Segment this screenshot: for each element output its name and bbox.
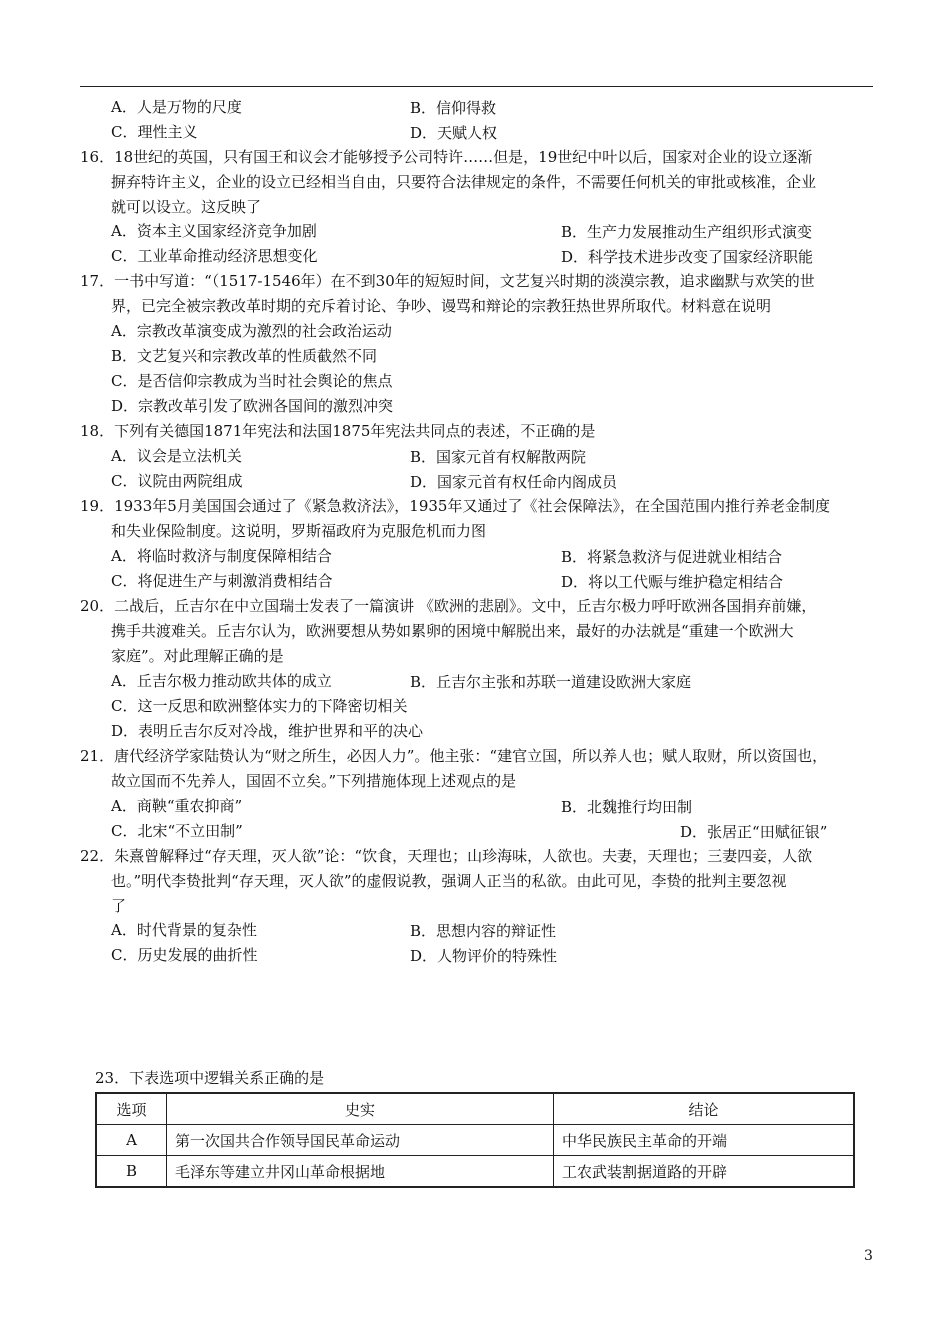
q18-option-b: B．国家元首有权解散两院: [410, 448, 587, 466]
q19-option-c: C．将促进生产与刺激消费相结合: [111, 572, 333, 590]
table-cell-option: B: [96, 1156, 167, 1188]
table-header-fact: 史实: [167, 1093, 554, 1125]
q15-option-a: A．人是万物的尺度: [111, 98, 242, 116]
q15-option-d: D．天赋人权: [410, 124, 498, 142]
table-header-option: 选项: [96, 1093, 167, 1125]
q20-stem-line-1: 20．二战后，丘吉尔在中立国瑞士发表了一篇演讲 《欧洲的悲剧》。文中，丘吉尔极力呼吁欧洲各国捐弃前嫌，: [80, 597, 817, 615]
q21-stem-line-1: 21．唐代经济学家陆贽认为“财之所生，必因人力”。他主张：“建官立国，所以养人也；赋人取财，所以资国也，: [80, 747, 828, 765]
q16-stem-line-2: 摒弃特许主义，企业的设立已经相当自由，只要符合法律规定的条件，不需要任何机关的审批或核准，企业: [111, 173, 817, 191]
table-header-row: [96, 1093, 854, 1125]
table-header-conclusion: 结论: [554, 1093, 855, 1125]
q21-stem-line-2: 故立国而不先养人，国固不立矣。”下列措施体现上述观点的是: [111, 772, 517, 790]
q21-option-b: B．北魏推行均田制: [561, 798, 693, 816]
q19-stem-line-1: 19．1933年5月美国国会通过了《紧急救济法》，1935年又通过了《社会保障法》，在全国范围内推行养老金制度: [80, 497, 830, 515]
q23-table: [95, 1092, 855, 1188]
q19-stem-line-2: 和失业保险制度。这说明，罗斯福政府为克服危机而力图: [111, 522, 487, 540]
table-cell-option: A: [96, 1125, 167, 1156]
q22-option-c: C．历史发展的曲折性: [111, 946, 258, 964]
table-cell-fact: 毛泽东等建立井冈山革命根据地: [167, 1156, 554, 1188]
q16-stem-line-1: 16．18世纪的英国，只有国王和议会才能够授予公司特许……但是，19世纪中叶以后，国家对企业的设立逐渐: [80, 148, 813, 166]
q19-option-a: A．将临时救济与制度保障相结合: [111, 547, 332, 565]
q18-stem-line-1: 18．下列有关德国1871年宪法和法国1875年宪法共同点的表述，不正确的是: [80, 422, 596, 440]
table-row: [96, 1156, 854, 1188]
q21-option-a: A．商鞅“重农抑商”: [111, 797, 243, 815]
q18-option-c: C．议院由两院组成: [111, 472, 243, 490]
q21-option-c: C．北宋“不立田制”: [111, 822, 243, 840]
table-cell-conclusion: 工农武装割据道路的开辟: [554, 1156, 855, 1188]
q17-option-c: C．是否信仰宗教成为当时社会舆论的焦点: [111, 372, 393, 390]
q18-option-d: D．国家元首有权任命内阁成员: [410, 473, 618, 491]
q20-option-a: A．丘吉尔极力推动欧共体的成立: [111, 672, 332, 690]
table-cell-fact: 第一次国共合作领导国民革命运动: [167, 1125, 554, 1156]
q16-stem-line-3: 就可以设立。这反映了: [111, 198, 262, 216]
q23-stem-line-1: 23．下表选项中逻辑关系正确的是: [95, 1069, 325, 1087]
q19-option-d: D．将以工代赈与维护稳定相结合: [561, 573, 784, 591]
table-cell-conclusion: 中华民族民主革命的开端: [554, 1125, 855, 1156]
q17-option-d: D．宗教改革引发了欧洲各国间的激烈冲突: [111, 397, 394, 415]
q22-stem-line-2: 也。”明代李贽批判“存天理，灭人欲”的虚假说教，强调人正当的私欲。由此可见，李贽的批判主要忽视: [111, 872, 787, 890]
q21-option-d: D．张居正“田赋征银”: [680, 823, 828, 841]
q18-option-a: A．议会是立法机关: [111, 447, 242, 465]
q17-stem-line-1: 17．一书中写道：“（1517-1546年）在不到30年的短短时间，文艺复兴时期的淡漠宗教，追求幽默与欢笑的世: [80, 272, 815, 290]
q20-option-c: C．这一反思和欧洲整体实力的下降密切相关: [111, 697, 408, 715]
q20-stem-line-2: 携手共渡难关。丘吉尔认为，欧洲要想从势如累卵的困境中解脱出来，最好的办法就是“重建一个欧洲大: [111, 622, 794, 640]
page-number: 3: [864, 1248, 873, 1264]
q16-option-c: C．工业革命推动经济思想变化: [111, 247, 318, 265]
q16-option-d: D．科学技术进步改变了国家经济职能: [561, 248, 814, 266]
q17-option-b: B．文艺复兴和宗教改革的性质截然不同: [111, 347, 378, 365]
q16-option-a: A．资本主义国家经济竞争加剧: [111, 222, 317, 240]
q15-option-c: C．理性主义: [111, 123, 198, 141]
q20-option-b: B．丘吉尔主张和苏联一道建设欧洲大家庭: [410, 673, 692, 691]
q17-option-a: A．宗教改革演变成为激烈的社会政治运动: [111, 322, 392, 340]
q19-option-b: B．将紧急救济与促进就业相结合: [561, 548, 783, 566]
q17-stem-line-2: 界，已完全被宗教改革时期的充斥着讨论、争吵、谩骂和辩论的宗教狂热世界所取代。材料意在说明: [111, 297, 772, 315]
q15-option-b: B．信仰得救: [410, 99, 497, 117]
q20-stem-line-3: 家庭”。对此理解正确的是: [111, 647, 284, 665]
header-rule: [80, 86, 873, 87]
q16-option-b: B．生产力发展推动生产组织形式演变: [561, 223, 813, 241]
table-row: [96, 1125, 854, 1156]
q22-stem-line-3: 了: [111, 897, 127, 915]
q22-option-a: A．时代背景的复杂性: [111, 921, 257, 939]
q22-option-b: B．思想内容的辩证性: [410, 922, 557, 940]
q20-option-d: D．表明丘吉尔反对冷战，维护世界和平的决心: [111, 722, 424, 740]
q22-stem-line-1: 22．朱熹曾解释过“存天理，灭人欲”论：“饮食，天理也；山珍海味，人欲也。夫妻，天理也；三妻四妾，人欲: [80, 847, 813, 865]
q22-option-d: D．人物评价的特殊性: [410, 947, 558, 965]
